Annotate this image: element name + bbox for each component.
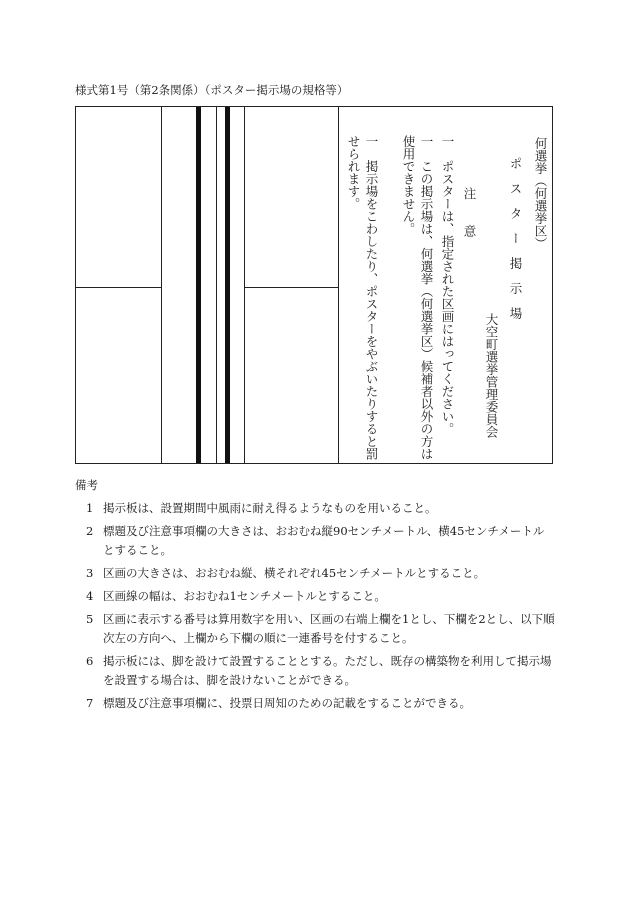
note-number: 2 xyxy=(86,524,94,538)
note-item xyxy=(75,564,555,583)
caution-item: 一 掲示場をこわしたり、ポスターをやぶいたりすると罰せられます。 xyxy=(346,135,379,460)
grid-line xyxy=(216,107,217,463)
note-number: 3 xyxy=(86,566,94,580)
note-text: 標題及び注意事項欄に、投票日周知のための記載をすることができる。 xyxy=(103,696,471,710)
note-item xyxy=(75,499,555,518)
grid-line xyxy=(76,287,161,288)
thick-divider xyxy=(196,107,201,463)
grid-line xyxy=(244,287,338,288)
poster-board xyxy=(75,106,553,464)
note-item xyxy=(75,694,555,713)
note-item xyxy=(75,587,555,606)
form-title: 様式第1号（第2条関係）（ポスター掲示場の規格等） xyxy=(75,83,349,97)
election-name: 何選挙（何選挙区） xyxy=(533,137,548,250)
notes-title: 備考 xyxy=(75,478,98,492)
note-text: 区画線の幅は、おおむね1センチメートルとすること。 xyxy=(103,589,386,603)
note-text: 標題及び注意事項欄の大きさは、おおむね縦90センチメートル、横45センチメートルとすること。 xyxy=(103,524,545,557)
note-text: 区画に表示する番号は算用数字を用い、区画の右端上欄を1とし、下欄を2とし、以下順次左の方向へ、上欄から下欄の順に一連番号を付すること。 xyxy=(103,612,555,645)
notes-section xyxy=(75,477,555,717)
note-item xyxy=(75,652,555,690)
thick-divider xyxy=(225,107,230,463)
note-number: 1 xyxy=(86,501,94,515)
note-text: 区画の大きさは、おおむね縦、横それぞれ45センチメートルとすること。 xyxy=(103,566,486,580)
note-number: 4 xyxy=(86,589,94,603)
board-title: ポ ス タ ー 掲 示 場 xyxy=(508,157,523,320)
caution-item: 一 ポスターは、指定された区画にはってください。 xyxy=(440,135,455,435)
grid-line xyxy=(338,107,339,463)
note-text: 掲示板は、設置期間中風雨に耐え得るようなものを用いること。 xyxy=(103,501,437,515)
caution-item: 一 この掲示場は、何選挙（何選挙区）候補者以外の方は使用できません。 xyxy=(401,135,434,460)
note-number: 5 xyxy=(86,612,94,626)
note-number: 7 xyxy=(86,696,94,710)
note-item xyxy=(75,522,555,560)
note-text: 掲示板には、脚を設けて設置することとする。ただし、既存の構築物を利用して掲示場を設置する場合は、脚を設けないことができる。 xyxy=(103,654,552,687)
note-item xyxy=(75,610,555,648)
note-number: 6 xyxy=(86,654,94,668)
grid-line xyxy=(161,107,162,463)
caution-heading: 注 意 xyxy=(462,187,477,237)
grid-line xyxy=(244,107,245,463)
committee-name: 大空町選挙管理委員会 xyxy=(484,313,499,438)
